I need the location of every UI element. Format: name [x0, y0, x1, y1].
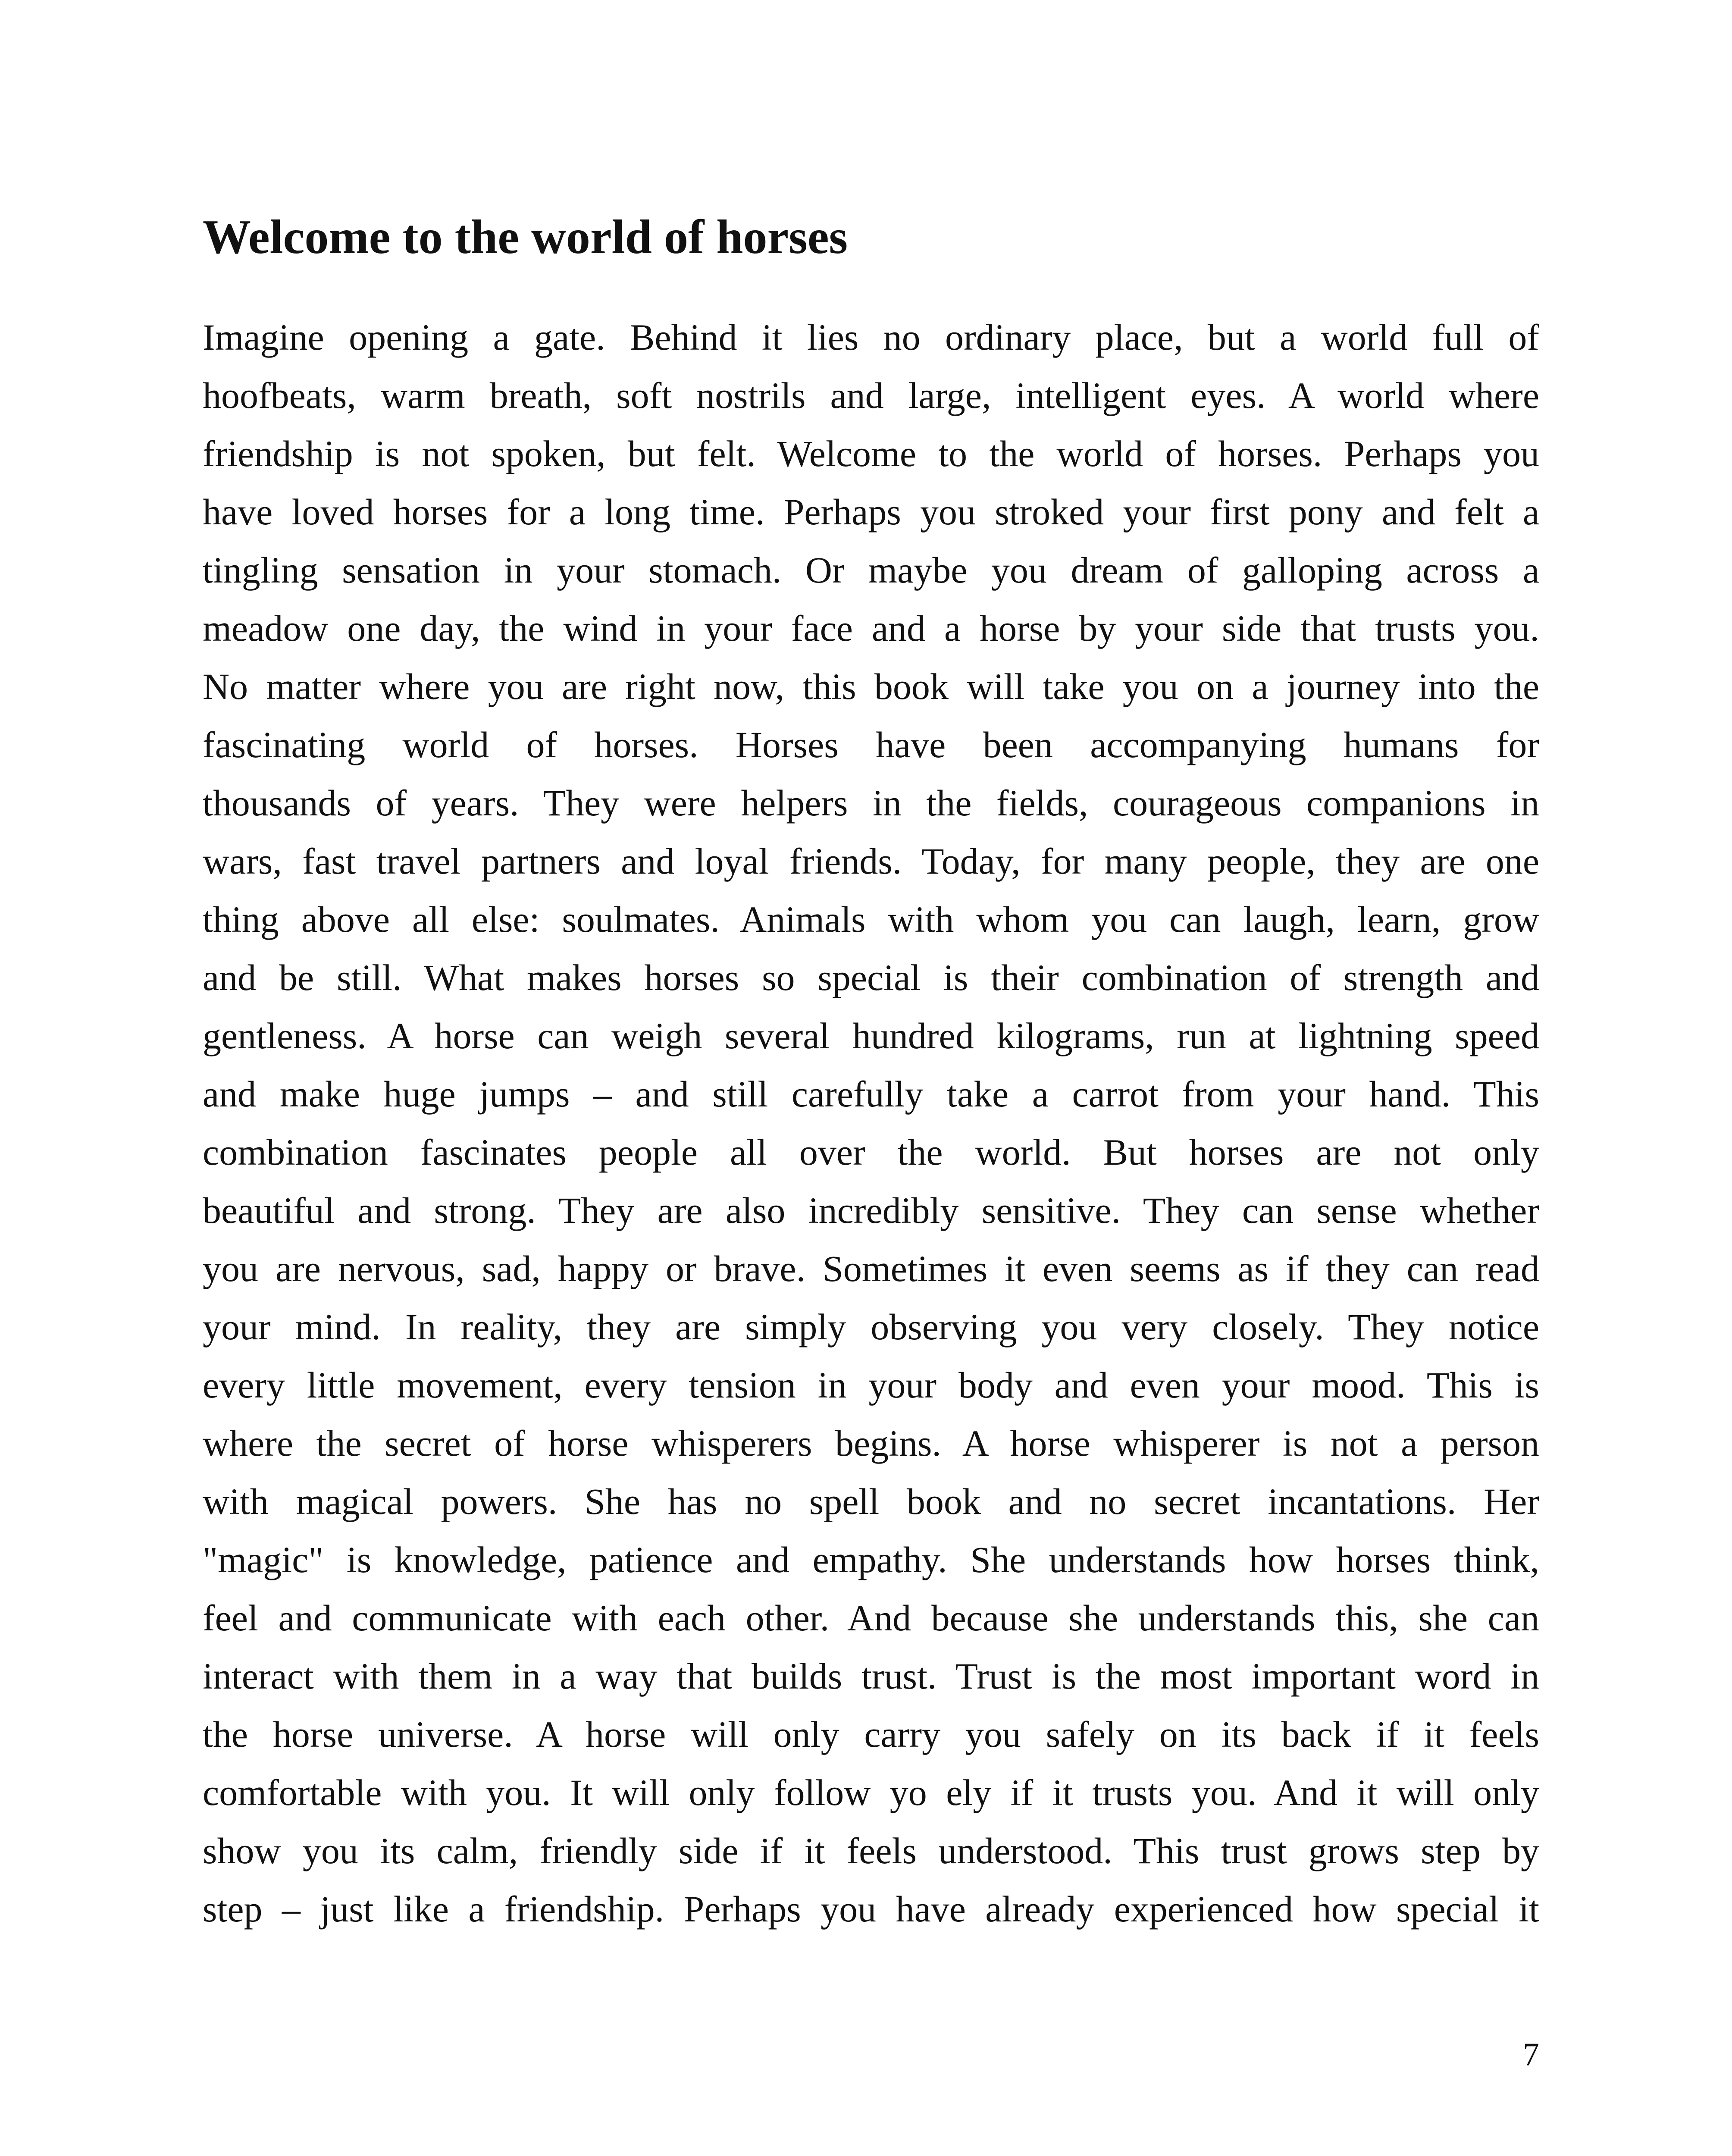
text-line: with magical powers. She has no spell book and no secret incantations. Her — [203, 1481, 1539, 1522]
text-line: have loved horses for a long time. Perhaps you stroked your first pony and felt a — [203, 491, 1539, 533]
text-line: hoofbeats, warm breath, soft nostrils and large, intelligent eyes. A world where — [203, 375, 1539, 416]
text-line: fascinating world of horses. Horses have been accompanying humans for — [203, 724, 1539, 765]
chapter-heading: Welcome to the world of horses — [203, 210, 848, 264]
text-line: combination fascinates people all over the world. But horses are not only — [203, 1131, 1539, 1173]
text-line: interact with them in a way that builds trust. Trust is the most important word in — [203, 1655, 1539, 1697]
text-line: your mind. In reality, they are simply observing you very closely. They notice — [203, 1306, 1539, 1348]
text-line: you are nervous, sad, happy or brave. Sometimes it even seems as if they can read — [203, 1248, 1539, 1289]
text-line: step – just like a friendship. Perhaps you have already experienced how special it — [203, 1888, 1539, 1930]
text-line: the horse universe. A horse will only carry you safely on its back if it feels — [203, 1714, 1539, 1755]
text-line: meadow one day, the wind in your face and a horse by your side that trusts you. — [203, 608, 1539, 649]
text-line: where the secret of horse whisperers begins. A horse whisperer is not a person — [203, 1423, 1539, 1464]
body-text — [203, 308, 1539, 1938]
text-line: Imagine opening a gate. Behind it lies no ordinary place, but a world full of — [203, 317, 1539, 358]
text-line: and make huge jumps – and still carefully take a carrot from your hand. This — [203, 1073, 1539, 1115]
text-line: friendship is not spoken, but felt. Welcome to the world of horses. Perhaps you — [203, 433, 1539, 474]
text-line: comfortable with you. It will only follow yo ely if it trusts you. And it will only — [203, 1772, 1539, 1813]
text-line: show you its calm, friendly side if it feels understood. This trust grows step by — [203, 1830, 1539, 1871]
page-number: 7 — [1523, 2037, 1539, 2073]
text-line: "magic" is knowledge, patience and empathy. She understands how horses think, — [203, 1539, 1539, 1580]
text-line: thousands of years. They were helpers in the fields, courageous companions in — [203, 782, 1539, 824]
text-line: wars, fast travel partners and loyal friends. Today, for many people, they are one — [203, 840, 1539, 882]
text-line: beautiful and strong. They are also incredibly sensitive. They can sense whether — [203, 1190, 1539, 1231]
text-line: every little movement, every tension in your body and even your mood. This is — [203, 1364, 1539, 1406]
text-line: thing above all else: soulmates. Animals with whom you can laugh, learn, grow — [203, 899, 1539, 940]
text-line: gentleness. A horse can weigh several hundred kilograms, run at lightning speed — [203, 1015, 1539, 1056]
text-line: feel and communicate with each other. And because she understands this, she can — [203, 1597, 1539, 1639]
text-line: No matter where you are right now, this book will take you on a journey into the — [203, 666, 1539, 707]
text-line: tingling sensation in your stomach. Or maybe you dream of galloping across a — [203, 549, 1539, 591]
text-line: and be still. What makes horses so special is their combination of strength and — [203, 957, 1539, 998]
